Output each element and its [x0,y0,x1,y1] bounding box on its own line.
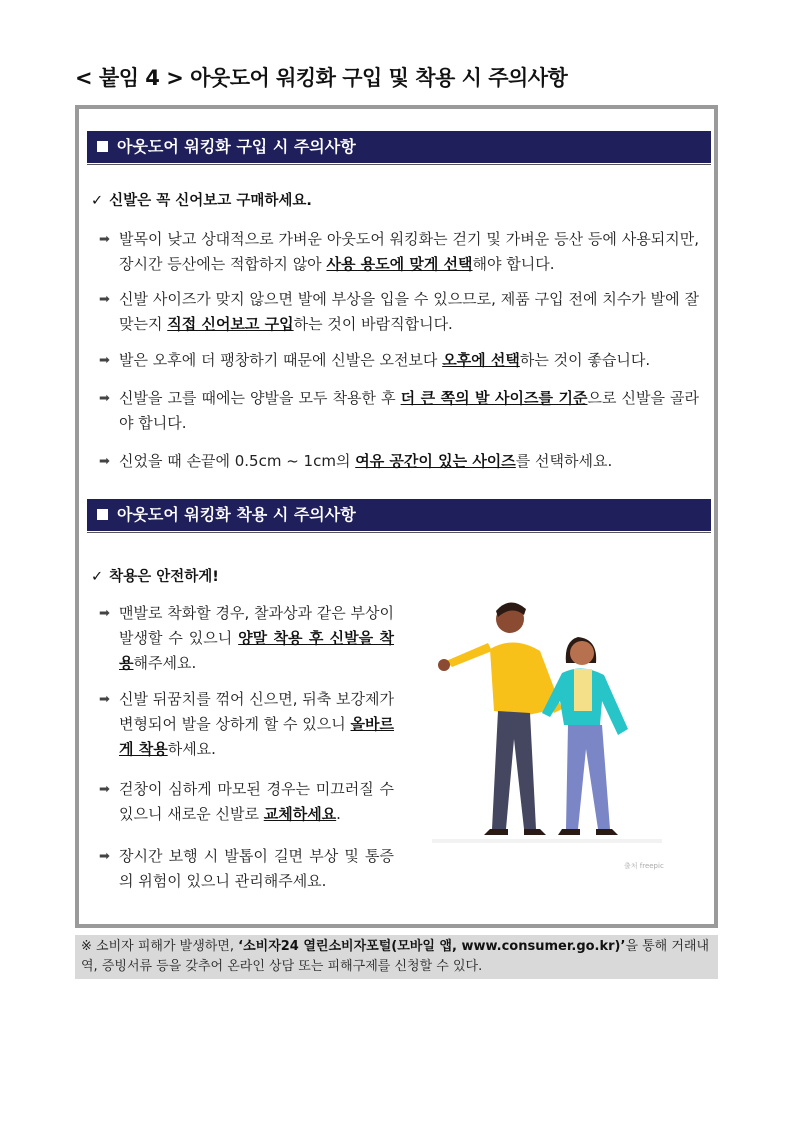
bullet-text-end: 해주세요. [133,654,197,672]
footnote-text-end: 을 통해 거래내역, 증빙서류 등을 갖추어 온라인 상담 또는 피해구제를 신청할 수 있다. [81,939,710,974]
section2-check-text: 착용은 안전하게! [109,569,219,585]
section2-check [91,565,219,586]
section2-rule [87,532,711,533]
bullet-text: 발목이 낮고 상대적으로 가벼운 아웃도어 워킹화는 걷기 및 가벼운 등산 등에 사용되지만, 장시간 등산에는 적합하지 않아 [119,230,699,273]
bullet-emphasis: 더 큰 쪽의 발 사이즈를 기준 [400,389,588,407]
bullet-text-end: . [336,805,341,823]
image-credit: 출처 freepic [624,862,664,870]
check-mark-icon: ✓ [91,193,104,209]
section2-bullet-3 [99,777,394,827]
section2-bullet-4 [99,844,394,894]
section1-bullet-3 [99,348,699,373]
right-arrow-icon: ➡ [99,232,110,247]
section1-header [87,131,711,163]
bullet-emphasis: 여유 공간이 있는 사이즈 [355,452,516,470]
footnote-portal: ‘소비자24 열린소비자포털(모바일 앱, www.consumer.go.kr)’ [238,939,626,954]
bullet-text-end: 하세요. [167,740,216,758]
right-arrow-icon: ➡ [99,353,110,368]
footnote [75,935,718,979]
section1-header-text: 아웃도어 워킹화 구입 시 주의사항 [117,137,356,156]
section2-header-text: 아웃도어 워킹화 착용 시 주의사항 [117,505,356,524]
bullet-text-end: 하는 것이 좋습니다. [519,351,651,369]
footnote-text: ※ 소비자 피해가 발생하면, [81,939,239,954]
bullet-text: 장시간 보행 시 발톱이 길면 부상 및 통증의 위험이 있으니 관리해주세요. [119,847,394,890]
right-arrow-icon: ➡ [99,454,110,469]
section1-check [91,189,312,210]
bullet-emphasis: 올바르게 착용 [119,715,394,758]
bullet-text-end: 를 선택하세요. [515,452,613,470]
bullet-emphasis: 오후에 선택 [442,351,520,369]
section2-bullet-1 [99,601,394,676]
section2-bullet-2 [99,687,394,762]
square-icon [97,509,108,520]
bullet-emphasis: 교체하세요 [263,805,337,823]
bullet-emphasis: 직접 신어보고 구입 [167,315,294,333]
content-frame [75,105,718,928]
right-arrow-icon: ➡ [99,292,110,307]
bullet-text: 신발 뒤꿈치를 꺾어 신으면, 뒤축 보강제가 변형되어 발을 상하게 할 수 있으니 [119,690,394,733]
section2-header [87,499,711,531]
square-icon [97,141,108,152]
check-mark-icon: ✓ [91,569,104,585]
bullet-text-end: 하는 것이 바람직합니다. [293,315,453,333]
section1-bullet-4 [99,386,699,436]
page-title: < 붙임 4 > 아웃도어 워킹화 구입 및 착용 시 주의사항 [75,66,568,90]
right-arrow-icon: ➡ [99,606,110,621]
bullet-text: 신었을 때 손끝에 0.5cm ~ 1cm의 [119,452,356,470]
walking-couple-illustration [432,589,662,869]
section1-rule [87,164,711,165]
bullet-text: 신발을 고를 때에는 양발을 모두 착용한 후 [119,389,401,407]
bullet-text: 신발 사이즈가 맞지 않으면 발에 부상을 입을 수 있으므로, 제품 구입 전에 치수가 발에 잘 맞는지 [119,290,699,333]
bullet-text: 걷창이 심하게 마모된 경우는 미끄러질 수 있으니 새로운 신발로 [119,780,394,823]
right-arrow-icon: ➡ [99,782,110,797]
section1-check-text: 신발은 꼭 신어보고 구매하세요. [109,193,312,209]
right-arrow-icon: ➡ [99,391,110,406]
bullet-text: 발은 오후에 더 팽창하기 때문에 신발은 오전보다 [119,351,443,369]
bullet-emphasis: 사용 용도에 맞게 선택 [326,255,473,273]
section1-bullet-1 [99,227,699,277]
bullet-text: 맨발로 착화할 경우, 찰과상과 같은 부상이 발생할 수 있으니 [119,604,394,647]
bullet-text-end: 해야 합니다. [472,255,555,273]
right-arrow-icon: ➡ [99,692,110,707]
section1-bullet-5 [99,449,699,474]
bullet-emphasis: 양말 착용 후 신발을 착용 [119,629,394,672]
bullet-text-end: 으로 신발을 골라야 합니다. [119,389,699,432]
section1-bullet-2 [99,287,699,337]
right-arrow-icon: ➡ [99,849,110,864]
